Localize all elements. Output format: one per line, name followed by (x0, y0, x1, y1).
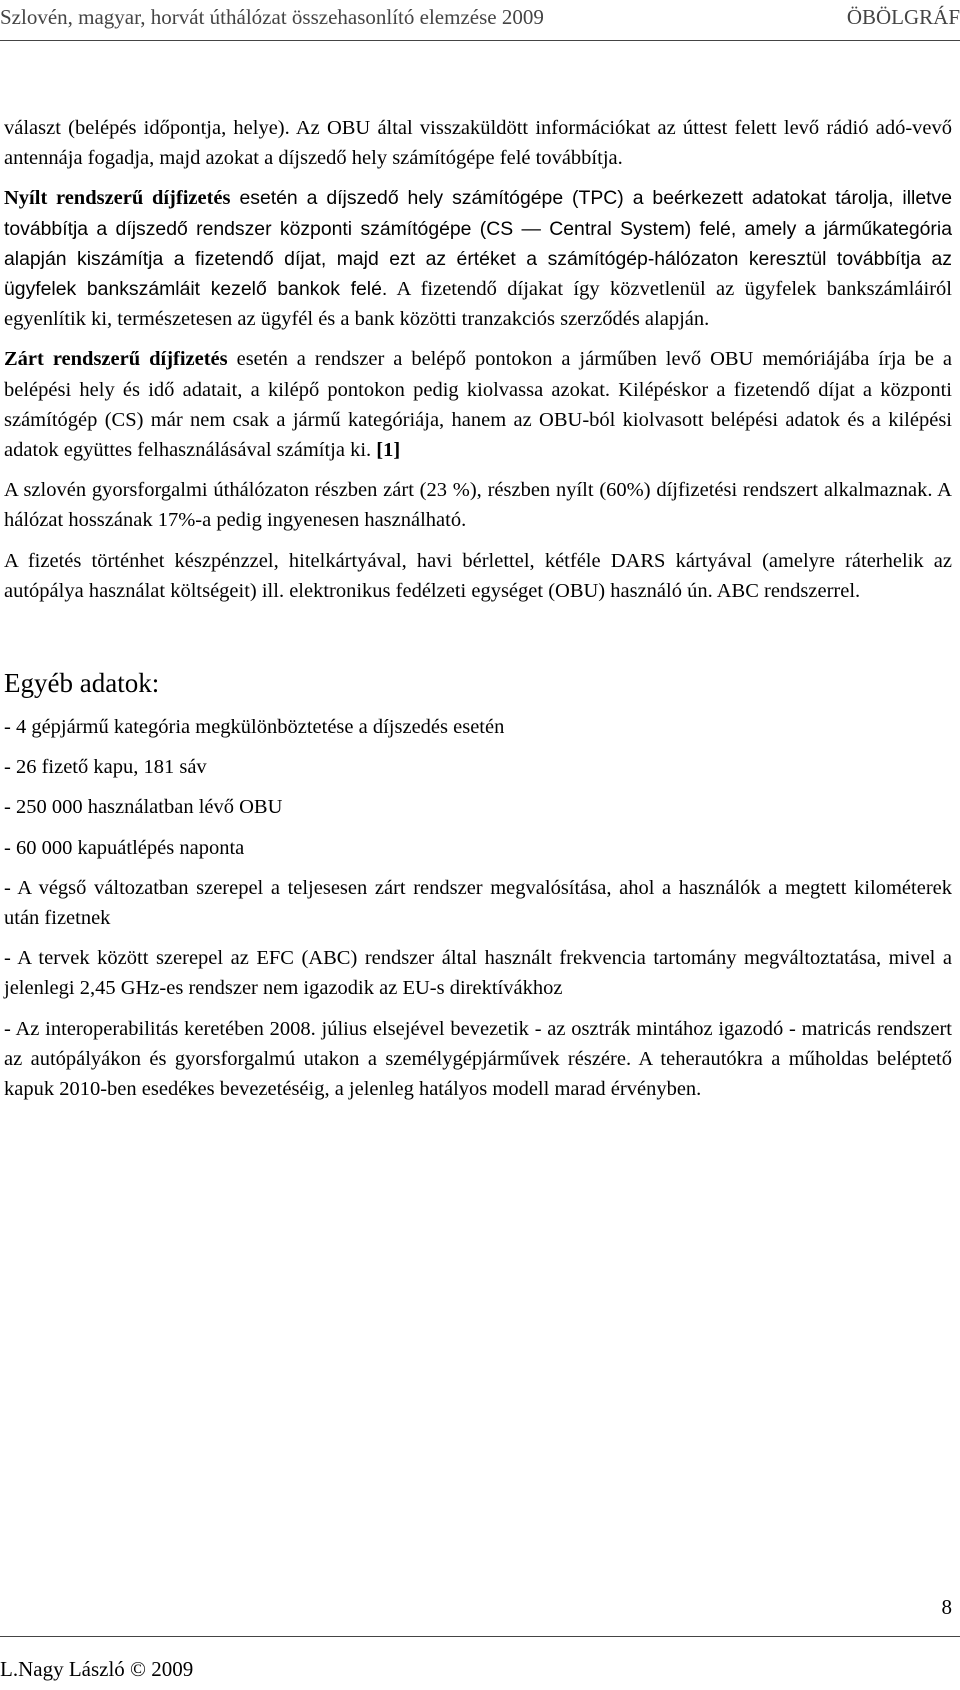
list-item: - 60 000 kapuátlépés naponta (4, 836, 245, 859)
list-item: - A tervek között szerepel az EFC (ABC) rendszer által használt frekvencia tartomány megváltoztatása, mivel a jelenlegi 2,45 GHz-es rendszer nem igazodik az EU-s direktívákhoz (4, 947, 952, 1000)
paragraph-closed-system (4, 344, 952, 465)
page-footer (0, 1595, 960, 1690)
paragraph-slovenian-network: A szlovén gyorsforgalmi úthálózaton részben zárt (23 %), részben nyílt (60%) díjfizetési rendszert alkalmaznak. A hálózat hosszának 17%-a pedig ingyenesen használható. (4, 479, 952, 532)
closed-system-text: esetén a rendszer a belépő pontokon a járműben levő OBU memóriájába írja be a belépési hely és idő adatait, a kilépő pontokon pedig kiolvassa azokat. Kilépéskor a fizetendő díjat a központi számítógép (CS) már nem csak a jármű kategóriája, hanem az OBU-ból kiolvasott belépési adatok és a kilépési adatok együttes felhasználásával számítja ki. (4, 348, 952, 462)
list-item: - Az interoperabilitás keretében 2008. július elsejével bevezetik - az osztrák mintához igazodó - matricás rendszert az autópályákon és gyorsforgalmú utakon a személygépjárművek részére. A teherautókra a műholdas beléptető kapuk 2010-ben esedékes bevezetéséig, a jelenleg hatályos modell marad érvényben. (4, 1017, 952, 1101)
closed-system-term: Zárt rendszerű díjfizetés (4, 348, 228, 371)
footer-author: L.Nagy László © 2009 (0, 1657, 194, 1681)
data-list (4, 712, 952, 1104)
list-item: - 250 000 használatban lévő OBU (4, 796, 283, 819)
header-title: Szlovén, magyar, horvát úthálózat összehasonlító elemzése 2009 (0, 5, 544, 29)
paragraph-payment: A fizetés történhet készpénzzel, hitelkártyával, havi bérlettel, kétféle DARS kártyával (amelyre ráterhelik az autópálya használat költségeit) ill. elektronikus fedélzeti egységet (OBU) használó ún. ABC rendszerrel. (4, 549, 952, 602)
paragraph-open-system (4, 183, 952, 334)
list-item: - 4 gépjármű kategória megkülönböztetése a díjszedés esetén (4, 716, 505, 739)
paragraph-obu: választ (belépés időpontja, helye). Az OBU által visszaküldött információkat az úttest felett levő rádió adó-vevő antennája fogadja, majd azokat a díjszedő hely számítógépe felé továbbítja. (4, 117, 952, 170)
page-number: 8 (941, 1595, 952, 1619)
open-system-text: esetén a díjszedő hely számítógépe (TPC) a beérkezett adatokat tárolja, illetve továbbítja a díjszedő rendszer központi számítógépe (CS — Central System) felé, amely a járműkategória alapján kiszámítja a fizetendő díjat, majd ezt az értéket a számítógép-hálózaton keresztül továbbítja az ügyfelek bankszámláit kezelő bankok felé. (4, 187, 952, 301)
list-item: - A végső változatban szerepel a teljesesen zárt rendszer megvalósítása, ahol a használók a megtett kilométerek után fizetnek (4, 876, 952, 930)
list-item: - 26 fizető kapu, 181 sáv (4, 756, 207, 779)
header-org: ÖBÖLGRÁF (846, 5, 960, 29)
document-body (4, 113, 952, 1114)
reference-1: [1] (376, 439, 401, 462)
section-heading: Egyéb adatok: (4, 668, 160, 699)
open-system-term: Nyílt rendszerű díjfizetés (4, 187, 231, 210)
open-system-text-2: A fizetendő díjakat így közvetlenül az ügyfelek bankszámláiról egyenlítik ki, természetesen az ügyfél és a bank közötti tranzakciós szerződés alapján. (4, 278, 952, 331)
page-header (0, 0, 960, 41)
